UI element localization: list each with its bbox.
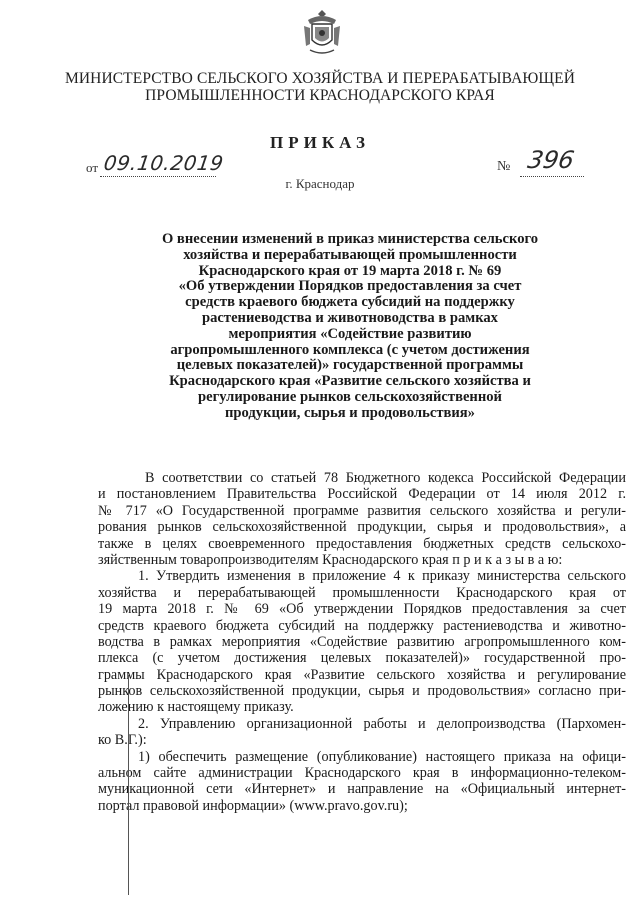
subject-line: О внесении изменений в приказ министерства сельского xyxy=(161,231,539,247)
body-line: плекса (с учетом достижения целевых показателей)» государственной про- xyxy=(98,650,626,667)
body-line: зяйственным товаропроизводителям Краснодарского края п р и к а з ы в а ю: xyxy=(98,551,563,568)
order-city: г. Краснодар xyxy=(285,176,355,191)
order-subject xyxy=(140,232,560,422)
body-line: муникационной сети «Интернет» и направление на «Официальный интернет- xyxy=(98,781,626,798)
ministry-line-1: МИНИСТЕРСТВО СЕЛЬСКОГО ХОЗЯЙСТВА И ПЕРЕРАБАТЫВАЮЩЕЙ xyxy=(64,70,575,87)
subject-line: растениеводства и животноводства в рамках xyxy=(202,309,498,326)
body-line: и постановлением Правительства Российской Федерации от 14 июля 2012 г. xyxy=(98,486,626,503)
body-line: № 717 «О Государственной программе развития сельского хозяйства и регули- xyxy=(98,502,626,519)
subject-line: мероприятия «Содействие развитию xyxy=(228,325,472,342)
subject-line: агропромышленного комплекса (с учетом достижения xyxy=(170,341,530,358)
subject-line: Краснодарского края от 19 марта 2018 г. № 69 xyxy=(198,262,502,279)
order-body xyxy=(98,470,626,814)
body-line: В соответствии со статьей 78 Бюджетного кодекса Российской Федерации xyxy=(145,470,626,486)
body-line: 1. Утвердить изменения в приложение 4 к приказу министерства сельского xyxy=(138,568,626,585)
date-prefix: от xyxy=(86,160,99,175)
margin-mark xyxy=(128,675,130,895)
subject-line: средств краевого бюджета субсидий на поддержку xyxy=(185,294,515,311)
body-line: 19 марта 2018 г. № 69 «Об утверждении Порядков предоставления за счет xyxy=(98,601,626,618)
body-line: ко В.Г.): xyxy=(98,732,147,749)
order-date: 09.10.2019 xyxy=(102,151,226,175)
body-line: портал правовой информации» (www.pravo.gov.ru); xyxy=(98,797,408,814)
ministry-name xyxy=(60,70,580,104)
body-line: 2. Управлению организационной работы и делопроизводства (Пархомен- xyxy=(138,715,626,732)
body-line: граммы Краснодарского края «Развитие сельского хозяйства и регулирование xyxy=(98,666,626,683)
subject-line: хозяйства и перерабатывающей промышленности xyxy=(183,246,517,263)
subject-line: продукции, сырья и продовольствия» xyxy=(225,404,475,421)
number-prefix: № xyxy=(497,159,511,174)
body-line: альном сайте администрации Краснодарского края в информационно-телеком- xyxy=(98,765,626,782)
order-title: ПРИКАЗ xyxy=(270,133,370,152)
coat-of-arms-icon xyxy=(300,6,344,58)
subject-line: Краснодарского края «Развитие сельского хозяйства и xyxy=(169,373,531,390)
body-line: ложению к настоящему приказу. xyxy=(98,699,294,716)
order-number: 396 xyxy=(525,146,577,174)
body-line: водства в рамках мероприятия «Содействие развитию агропромышленного ком- xyxy=(98,633,626,650)
body-line: хозяйства и перерабатывающей промышленности Краснодарского края от xyxy=(98,584,626,601)
body-line: рования рынков сельскохозяйственной продукции, сырья и продовольствия», а xyxy=(98,519,626,536)
body-line: также в целях своевременного предоставления бюджетных средств сельскохо- xyxy=(98,535,626,552)
body-line: средств краевого бюджета субсидий на поддержку растениеводства и животно- xyxy=(98,617,626,634)
subject-line: регулирование рынков сельскохозяйственной xyxy=(198,388,502,405)
ministry-line-2: ПРОМЫШЛЕННОСТИ КРАСНОДАРСКОГО КРАЯ xyxy=(145,87,495,104)
subject-line: «Об утверждении Порядков предоставления за счет xyxy=(178,278,522,295)
body-line: 1) обеспечить размещение (опубликование) настоящего приказа на офици- xyxy=(138,748,626,765)
body-line: рынков сельскохозяйственной продукции, сырья и продовольствия» согласно при- xyxy=(98,683,626,700)
subject-line: целевых показателей)» государственной программы xyxy=(176,357,524,374)
